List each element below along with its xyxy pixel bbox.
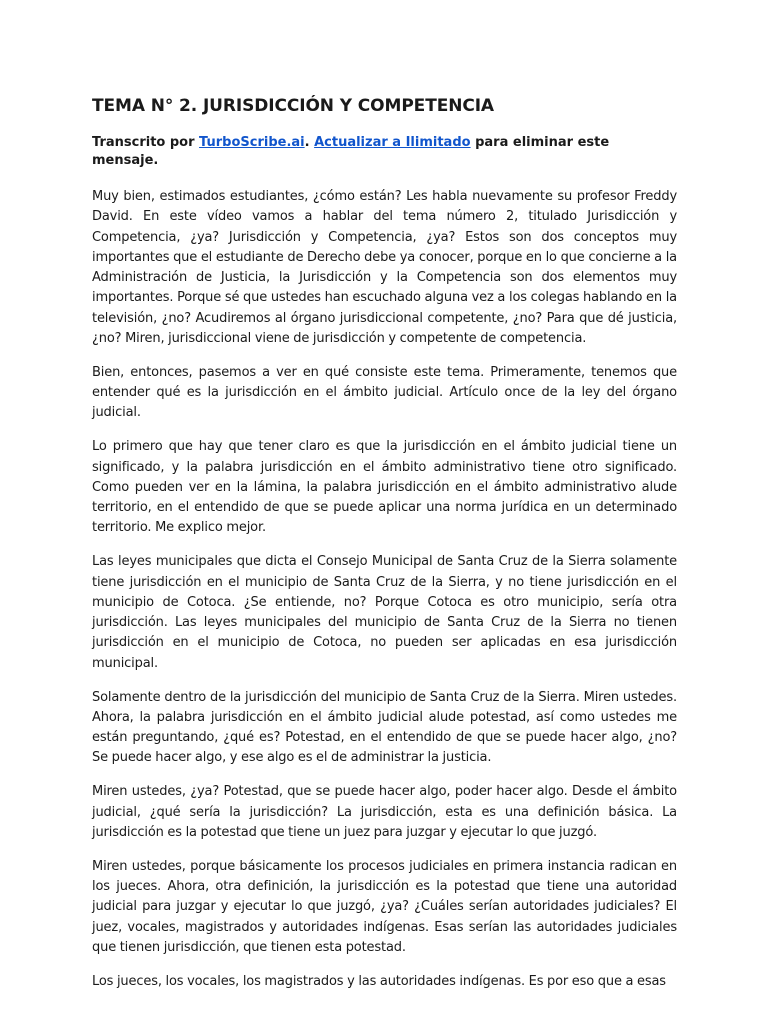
upgrade-unlimited-link[interactable]: Actualizar a Ilimitado (314, 135, 471, 150)
paragraph: Solamente dentro de la jurisdicción del municipio de Santa Cruz de la Sierra. Miren ustedes. Ahora, la palabra jurisdicción en el ámbito judicial alude potestad, así como ustedes me están preguntando, ¿qué es? Potestad, en el entendido de que se puede hacer algo, ¿no? Se puede hacer algo, y ese algo es el de administrar la justicia. (92, 689, 677, 766)
paragraph: Miren ustedes, ¿ya? Potestad, que se puede hacer algo, poder hacer algo. Desde el ámbito judicial, ¿qué sería la jurisdicción? La jurisdicción, esta es una definición básica. La jurisdicción es la potestad que tiene un juez para juzgar y ejecutar lo que juzgó. (92, 784, 677, 840)
paragraph: Los jueces, los vocales, los magistrados y las autoridades indígenas. Es por eso que a esas (92, 973, 666, 989)
paragraph: Muy bien, estimados estudiantes, ¿cómo están? Les habla nuevamente su profesor Freddy David. En este vídeo vamos a hablar del tema número 2, titulado Jurisdicción y Competencia, ¿ya? Jurisdicción y Competencia, ¿ya? Estos son dos conceptos muy importantes que el estudiante de Derecho debe ya conocer, porque en lo que concierne a la Administración de Justicia, la Jurisdicción y la Competencia son dos elementos muy importantes. Porque sé que ustedes han escuchado alguna vez a los colegas hablando en la televisión, ¿no? Acudiremos al órgano jurisdiccional competente, ¿no? Para que dé justicia, ¿no? Miren, jurisdiccional viene de jurisdicción y competente de competencia. (92, 189, 677, 347)
document-page (92, 94, 677, 1005)
paragraph: Bien, entonces, pasemos a ver en qué consiste este tema. Primeramente, tenemos que entender qué es la jurisdicción en el ámbito judicial. Artículo once de la ley del órgano judicial. (92, 364, 677, 421)
turboscribe-link[interactable]: TurboScribe.ai (199, 135, 305, 150)
transcription-notice (92, 134, 677, 170)
notice-separator: . (304, 135, 315, 150)
notice-suffix: para eliminar este mensaje. (92, 135, 610, 168)
paragraph: Las leyes municipales que dicta el Consejo Municipal de Santa Cruz de la Sierra solamente tiene jurisdicción en el municipio de Santa Cruz de la Sierra, y no tiene jurisdicción en el municipio de Cotoca. ¿Se entiende, no? Porque Cotoca es otro municipio, sería otra jurisdicción. Las leyes municipales del municipio de Santa Cruz de la Sierra no tienen jurisdicción en el municipio de Cotoca, no pueden ser aplicadas en esa jurisdicción municipal. (92, 554, 677, 671)
paragraph: Lo primero que hay que tener claro es que la jurisdicción en el ámbito judicial tiene un significado, y la palabra jurisdicción en el ámbito administrativo tiene otro significado. Como pueden ver en la lámina, la palabra jurisdicción en el ámbito administrativo alude territorio, en el entendido de que se puede aplicar una norma jurídica en un determinado territorio. Me explico mejor. (92, 439, 677, 536)
document-title: TEMA N° 2. JURISDICCIÓN Y COMPETENCIA (92, 96, 494, 116)
paragraph: Miren ustedes, porque básicamente los procesos judiciales en primera instancia radican en los jueces. Ahora, otra definición, la jurisdicción es la potestad que tiene una autoridad judicial para juzgar y ejecutar lo que juzgó, ¿ya? ¿Cuáles serían autoridades judiciales? El juez, vocales, magistrados y autoridades indígenas. Esas serían las autoridades judiciales que tienen jurisdicción, que tienen esta potestad. (92, 858, 677, 955)
notice-prefix: Transcrito por (92, 135, 200, 150)
